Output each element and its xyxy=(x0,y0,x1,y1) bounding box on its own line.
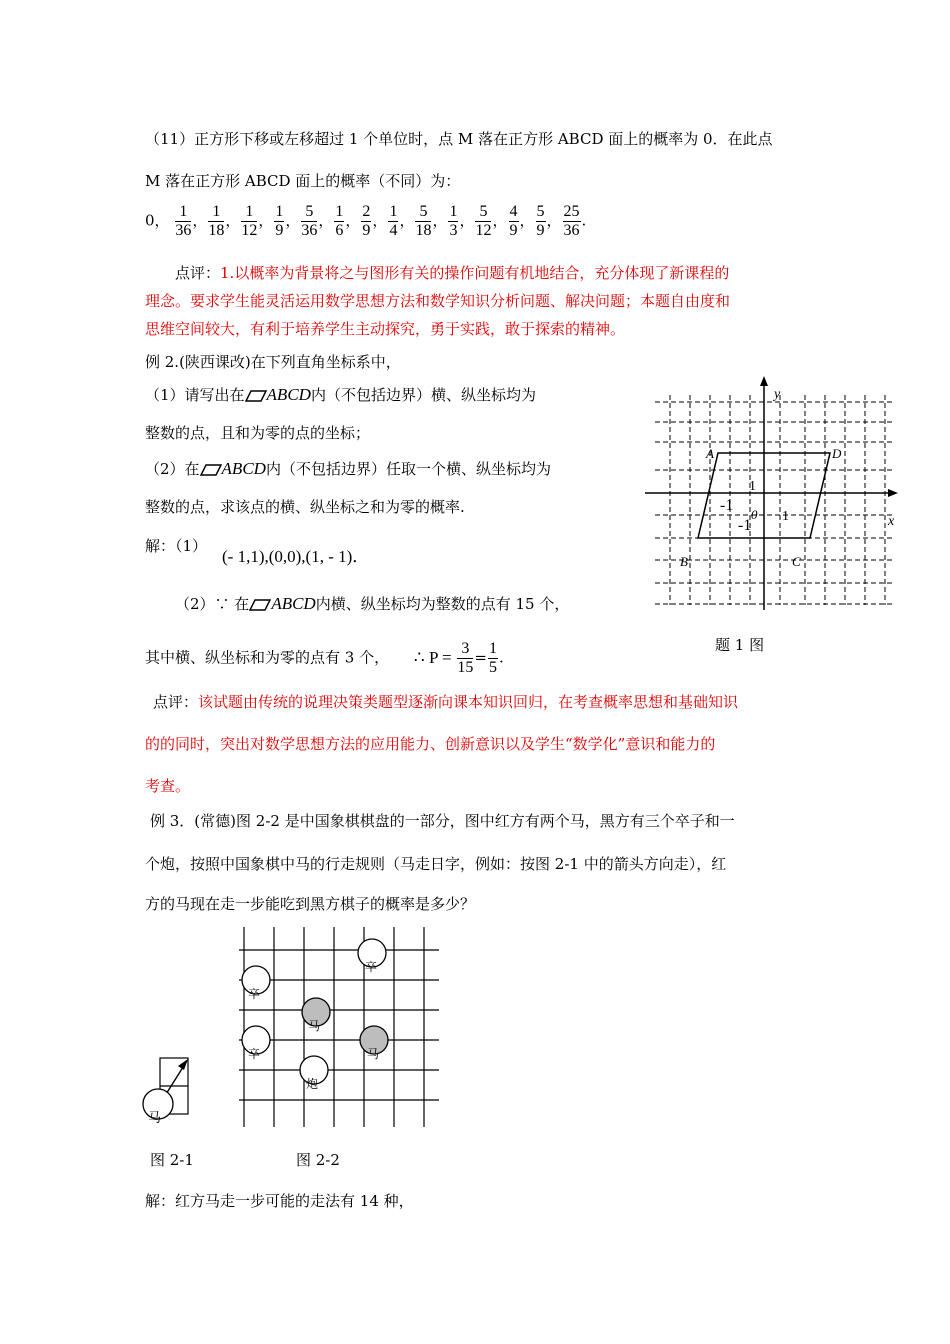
figure-2-1 xyxy=(138,1052,198,1128)
ex2-sol1-points: (- 1,1),(0,0),(1, - 1) xyxy=(222,547,353,566)
ex3-solution: 解：红方马走一步可能的走法有 14 种， xyxy=(145,1192,414,1210)
label-origin: 0 xyxy=(751,507,758,522)
soldier-label: 卒 xyxy=(248,1047,261,1061)
probability-list xyxy=(145,203,586,240)
fraction-denominator: 9 xyxy=(536,222,545,239)
comment2-text1: 该试题由传统的说理决策类题型逐渐向课本知识回归，在考查概率思想和基础知识 xyxy=(198,693,739,711)
x-axis-arrow xyxy=(888,489,898,497)
fraction-denominator: 9 xyxy=(509,222,518,239)
probability-fraction xyxy=(175,203,191,240)
ex2-frac-b-den: 5 xyxy=(488,659,497,676)
ex3-line3: 方的马现在走一步能吃到黑方棋子的概率是多少？ xyxy=(145,895,476,913)
fraction-denominator: 3 xyxy=(449,222,458,239)
para1-line2: M 落在正方形 ABCD 面上的概率（不同）为： xyxy=(145,172,461,190)
probability-fraction xyxy=(334,203,344,240)
ex2-therefore: ∴ P = xyxy=(413,647,452,667)
fraction-denominator: 18 xyxy=(208,222,225,239)
fraction-numerator: 1 xyxy=(335,203,344,220)
y-axis-arrow xyxy=(760,376,768,386)
ex3-line2: 个炮，按照中国象棋中马的行走规则（马走日字，例如：按图 2-1 中的箭头方向走），红 xyxy=(145,855,727,873)
grid-lines xyxy=(655,395,895,605)
list-separator: ， xyxy=(372,211,388,230)
fraction-denominator: 12 xyxy=(241,222,258,239)
ex2-frac-b xyxy=(488,640,498,677)
comment2-label: 点评： xyxy=(153,693,199,711)
fraction-denominator: 4 xyxy=(389,222,398,239)
x-axis-label: x xyxy=(888,514,895,529)
ex3-line1: 例 3．(常德)图 2-2 是中国象棋棋盘的一部分，图中红方有两个马，黑方有三个卒子和一 xyxy=(150,812,735,830)
ex2-sol2-pre: （2）∵ 在 xyxy=(175,595,250,613)
coordinate-figure xyxy=(640,370,910,620)
figure-2-1-caption: 图 2-1 xyxy=(150,1151,194,1169)
list-separator: ， xyxy=(492,211,508,230)
ex2-frac-b-num: 1 xyxy=(488,640,497,657)
probability-fraction xyxy=(274,203,284,240)
list-separator: ， xyxy=(258,211,274,230)
probability-fraction xyxy=(475,203,491,240)
fraction-numerator: 25 xyxy=(563,203,580,220)
list-separator: ， xyxy=(192,211,208,230)
ex2-q2-line1 xyxy=(145,458,551,479)
label-d: D xyxy=(832,446,842,461)
fraction-numerator: 4 xyxy=(509,203,518,220)
para1-line1: （11）正方形下移或左移超过 1 个单位时，点 M 落在正方形 ABCD 面上的概率为 0．在此点 xyxy=(145,130,773,148)
chess-board-grid xyxy=(239,927,439,1127)
ex2-q2-line2: 整数的点，求该点的横、纵坐标之和为零的概率. xyxy=(145,498,465,516)
comment1-text1: 1.以概率为背景将之与图形有关的操作问题有机地结合，充分体现了新课程的 xyxy=(220,264,730,282)
list-separator: ， xyxy=(318,211,334,230)
label-minus-one-x: -1 xyxy=(720,497,734,514)
parallelogram-icon xyxy=(245,390,267,402)
fraction-denominator: 36 xyxy=(301,222,318,239)
probability-fraction xyxy=(301,203,317,240)
fraction-numerator: 5 xyxy=(301,203,317,222)
ex2-q1-line1 xyxy=(145,384,536,405)
figure-2-2-caption: 图 2-2 xyxy=(296,1151,340,1169)
ex2-shape2: ABCD xyxy=(221,459,266,478)
ex2-q1-post: 内（不包括边界）横、纵坐标均为 xyxy=(310,386,536,404)
y-axis-label: y xyxy=(774,387,781,402)
ex2-sol2-post: 内横、纵坐标均为整数的点有 15 个， xyxy=(315,595,570,613)
ex2-frac-a-den: 15 xyxy=(457,659,474,676)
fraction-numerator: 1 xyxy=(275,203,284,220)
list-separator: ， xyxy=(399,211,415,230)
list-separator: ， xyxy=(225,211,241,230)
fraction-numerator: 1 xyxy=(449,203,458,220)
probability-fraction xyxy=(448,203,458,240)
fraction-numerator: 5 xyxy=(415,203,431,222)
ex2-title: 例 2.(陕西课改)在下列直角坐标系中， xyxy=(145,353,401,371)
list-separator: ， xyxy=(459,211,475,230)
list-separator: ， xyxy=(285,211,301,230)
ex2-q1-line2: 整数的点，且和为零的点的坐标； xyxy=(145,424,371,442)
ex2-shape3: ABCD xyxy=(271,594,316,613)
fraction-numerator: 2 xyxy=(362,203,371,220)
soldier-label: 卒 xyxy=(365,960,378,974)
probability-fraction xyxy=(361,203,371,240)
comment1-label: 点评： xyxy=(175,264,221,282)
ex2-q2-post: 内（不包括边界）任取一个横、纵坐标均为 xyxy=(265,460,551,478)
probability-lead: 0， xyxy=(145,211,170,230)
fraction-denominator: 6 xyxy=(335,222,344,239)
probability-fraction xyxy=(536,203,546,240)
comment1-line3: 思维空间较大，有利于培养学生主动探究，勇于实践，敢于探索的精神。 xyxy=(145,320,626,338)
fraction-denominator: 36 xyxy=(563,222,580,239)
fraction-numerator: 1 xyxy=(389,203,398,220)
horse-label: 马 xyxy=(367,1047,380,1061)
probability-fraction xyxy=(208,203,224,240)
list-separator: ， xyxy=(432,211,448,230)
ex2-sol2 xyxy=(175,593,569,614)
fraction-numerator: 5 xyxy=(536,203,545,220)
ex2-shape1: ABCD xyxy=(266,385,311,404)
fraction-denominator: 9 xyxy=(362,222,371,239)
probability-fraction xyxy=(241,203,257,240)
ex2-sol3 xyxy=(145,640,504,677)
label-c: C xyxy=(792,554,801,569)
fraction-numerator: 1 xyxy=(208,203,224,222)
fraction-denominator: 9 xyxy=(275,222,284,239)
ex2-q1-pre: （1）请写出在 xyxy=(145,386,245,404)
list-separator: ， xyxy=(345,211,361,230)
ex2-eq: = xyxy=(474,648,487,667)
label-a: A xyxy=(706,446,714,461)
ex2-frac-a-num: 3 xyxy=(457,640,473,659)
fraction-numerator: 1 xyxy=(175,203,191,222)
fraction-numerator: 1 xyxy=(241,203,257,222)
comment2-line3: 考查。 xyxy=(145,777,191,795)
ex2-q2-pre: （2）在 xyxy=(145,460,200,478)
cannon-label: 炮 xyxy=(306,1077,319,1091)
ex2-sol-label: 解：（1） xyxy=(145,537,208,555)
comment2-line2: 的的同时，突出对数学思想方法的应用能力、创新意识以及学生“数学化”意识和能力的 xyxy=(145,735,716,753)
fraction-denominator: 18 xyxy=(415,222,432,239)
ex2-dot: . xyxy=(498,648,504,667)
fraction-denominator: 12 xyxy=(475,222,492,239)
label-one-x: 1 xyxy=(782,509,789,524)
probability-fraction xyxy=(388,203,398,240)
figure1-caption: 题 1 图 xyxy=(715,636,765,654)
comment1-line1 xyxy=(175,262,729,283)
label-b: B xyxy=(680,554,688,569)
figure-2-2 xyxy=(234,922,446,1132)
parallelogram-icon xyxy=(249,599,271,611)
probability-fraction xyxy=(563,203,581,240)
parallelogram-icon xyxy=(200,464,222,476)
label-minus-one-y: -1 xyxy=(738,517,752,534)
list-separator: ， xyxy=(546,211,562,230)
ex2-sol3-text: 其中横、纵坐标和为零的点有 3 个， xyxy=(145,648,390,667)
fraction-numerator: 5 xyxy=(475,203,491,222)
arrow-head-icon xyxy=(178,1059,188,1070)
comment2-line1 xyxy=(153,691,738,712)
ex2-frac-a xyxy=(457,640,473,677)
soldier-label: 卒 xyxy=(248,987,261,1001)
label-one-y: 1 xyxy=(749,479,756,494)
list-end: . xyxy=(581,211,587,230)
fraction-denominator: 36 xyxy=(175,222,192,239)
comment1-line2: 理念。要求学生能灵活运用数学思想方法和数学知识分析问题、解决问题；本题自由度和 xyxy=(145,292,731,310)
horse-label: 马 xyxy=(148,1110,162,1125)
probability-fraction xyxy=(509,203,519,240)
ex2-sol1 xyxy=(222,542,369,567)
horse-label: 马 xyxy=(308,1019,321,1033)
ex2-sol1-end: ． xyxy=(352,547,370,566)
list-separator: ， xyxy=(519,211,535,230)
probability-fraction xyxy=(415,203,431,240)
